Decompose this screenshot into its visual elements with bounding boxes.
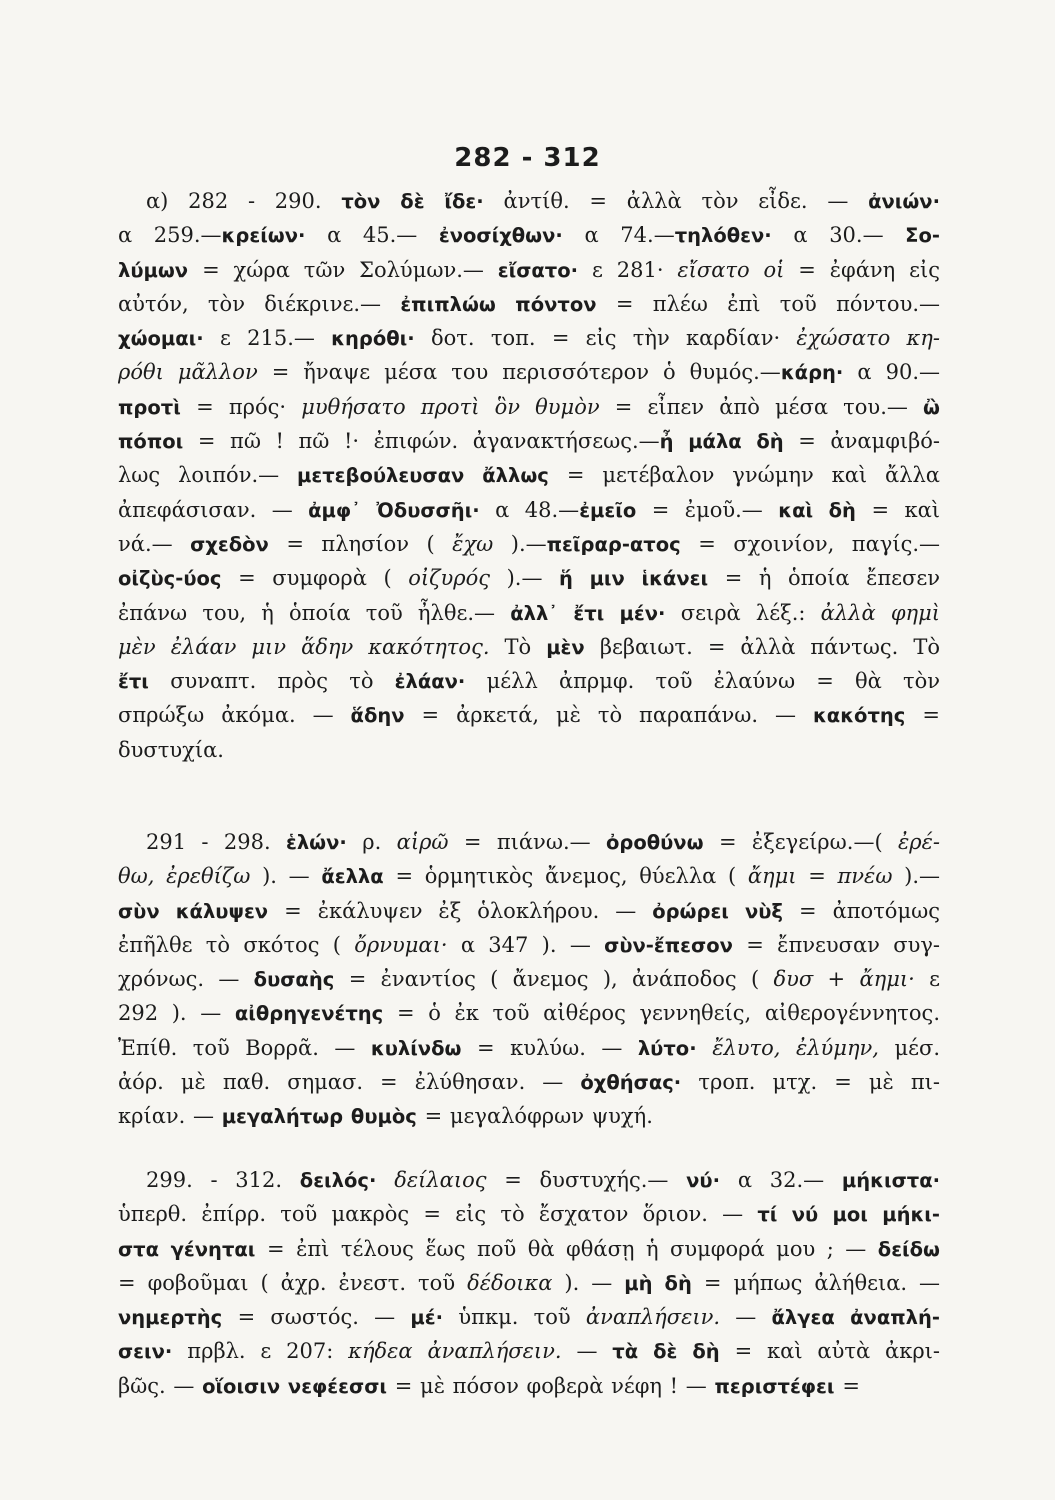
- text-run: = ἐφάνη εἰς: [798, 257, 940, 282]
- lemma-run: ἔτι: [118, 670, 171, 694]
- text-run: α 90.—: [857, 360, 940, 385]
- text-run: = μὲ πόσον φοβερὰ νέφη ! —: [394, 1373, 715, 1398]
- text-line: [118, 1065, 940, 1099]
- text-run: ἐπῆλθε τὸ σκότος (: [118, 932, 355, 957]
- lemma-run: μεγαλήτωρ θυμὸς: [221, 1105, 425, 1129]
- text-run: αὐτόν, τὸν διέκρινε.—: [118, 291, 401, 316]
- text-run: = ἔπνευσαν συγ-: [746, 932, 940, 957]
- text-run: 292 ). —: [118, 1001, 235, 1026]
- text-run: = καὶ αὐτὰ ἀκρι-: [734, 1339, 940, 1364]
- text-run: = ἐμοῦ.—: [651, 497, 779, 522]
- text-line: [118, 321, 940, 355]
- lemma-run: εἴσατο·: [497, 258, 593, 282]
- text-run: Ἐπίθ. τοῦ Βορρᾶ. —: [118, 1035, 371, 1060]
- quote-run: ἀλλὰ φημὶ: [820, 600, 940, 625]
- lemma-run: ὢ: [923, 395, 940, 419]
- paragraph-299-312: [118, 1163, 940, 1403]
- text-line: [118, 1099, 940, 1133]
- lemma-run: λύμων: [118, 258, 203, 282]
- text-line: [118, 355, 940, 389]
- text-run: α 259.—: [118, 223, 222, 248]
- lemma-run: τί νύ μοι μήκι-: [757, 1203, 940, 1227]
- lemma-run: ἐπιπλώω πόντον: [400, 292, 616, 316]
- text-run: =: [922, 703, 940, 728]
- text-run: ρ.: [362, 830, 397, 854]
- text-line: [118, 218, 940, 252]
- text-run: λως λοιπόν.—: [118, 463, 298, 488]
- text-run: α 45.—: [327, 223, 439, 248]
- lemma-run: νύ·: [686, 1169, 738, 1192]
- text-run: = σχοινίον, παγίς.—: [698, 531, 940, 556]
- text-run: 299. - 312.: [146, 1168, 300, 1192]
- text-run: τροπ. μτχ. = μὲ πι-: [698, 1070, 940, 1095]
- text-run: —: [735, 1305, 772, 1330]
- lemma-run: ἀλλ᾽ ἔτι μέν·: [510, 601, 681, 625]
- text-line: [118, 1266, 940, 1300]
- text-run: δοτ. τοπ. = εἰς τὴν καρδίαν·: [431, 326, 797, 351]
- paragraph-282-290: [118, 184, 940, 767]
- text-run: ).—: [506, 566, 560, 591]
- lemma-run: πεῖραρ-ατος: [546, 532, 699, 556]
- text-line: [118, 664, 940, 698]
- text-run: ).—: [510, 531, 547, 556]
- quote-run: ἔλυτο, ἐλύμην,: [712, 1035, 895, 1060]
- text-run: σειρὰ λέξ.:: [680, 600, 821, 625]
- quote-run: ὄρνυμαι·: [354, 932, 461, 957]
- lemma-run: κακότης: [812, 704, 923, 728]
- quote-run: μυθήσατο προτὶ ὃν θυμὸν: [301, 394, 615, 419]
- text-run: ἐπάνω του, ἡ ὁποία τοῦ ἦλθε.—: [118, 600, 511, 625]
- text-run: = χώρα τῶν Σολύμων.—: [202, 257, 498, 282]
- text-line: [118, 493, 940, 527]
- text-run: ).—: [904, 864, 940, 889]
- quote-run: δέδοικα: [467, 1270, 565, 1295]
- quote-run: πνέω: [837, 864, 905, 889]
- lemma-run: ἀμφ᾽ Ὀδυσσῆι·: [308, 498, 496, 522]
- text-line: [118, 596, 940, 630]
- text-run: = ἐναντίος ( ἄνεμος ), ἀνάποδος (: [348, 967, 774, 992]
- quote-run: εἴσατο οἱ: [677, 257, 799, 282]
- text-line: [118, 1300, 940, 1334]
- text-run: = συμφορὰ (: [238, 566, 409, 591]
- quote-run: δείλαιος: [394, 1168, 505, 1192]
- lemma-run: δείδω: [877, 1237, 940, 1261]
- text-run: ἀντίθ. = ἀλλὰ τὸν εἶδε. —: [503, 189, 869, 213]
- text-run: = ἐξεγείρω.—(: [718, 830, 898, 854]
- lemma-run: οἵοισιν νεφέεσσι: [202, 1374, 395, 1398]
- text-line: [118, 859, 940, 893]
- text-run: = εἶπεν ἀπὸ μέσα του.—: [614, 394, 924, 419]
- lemma-run: τηλόθεν·: [674, 224, 794, 248]
- lemma-run: κηρόθι·: [331, 327, 432, 351]
- text-run: =: [808, 864, 838, 889]
- text-run: = ἡ ὁποία ἔπεσεν: [724, 566, 940, 591]
- text-run: 291 - 298.: [146, 830, 286, 854]
- lemma-run: προτὶ: [118, 395, 197, 419]
- lemma-run: ὀροθύνω: [605, 831, 719, 854]
- text-run: = ἐπὶ τέλους ἕως ποῦ θὰ φθάσῃ ἡ συμφορά μου ; —: [267, 1236, 878, 1261]
- text-run: = ἐκάλυψεν ἐξ ὁλοκλήρου. —: [284, 898, 653, 923]
- lemma-run: τὸν δὲ ἴδε·: [341, 190, 504, 213]
- text-line: [118, 698, 940, 732]
- text-run: = δυστυχής.—: [504, 1168, 687, 1192]
- lemma-run: λύτο·: [637, 1036, 713, 1060]
- lemma-run: περιστέφει: [714, 1374, 843, 1398]
- text-run: Τὸ: [504, 634, 547, 659]
- text-run: —: [576, 1339, 613, 1364]
- text-run: = μεγαλόφρων ψυχή.: [424, 1104, 653, 1129]
- text-run: ἀπεφάσισαν. —: [118, 497, 309, 522]
- text-line: [118, 630, 940, 664]
- text-run: ἀόρ. μὲ παθ. σημασ. = ἐλύθησαν. —: [118, 1070, 581, 1095]
- paragraph-291-298: [118, 825, 940, 1134]
- text-run: = ὁρμητικὸς ἄνεμος, θύελλα (: [395, 864, 748, 889]
- text-line: [118, 1369, 940, 1403]
- text-run: = ἀρκετά, μὲ τὸ παραπάνω. —: [421, 703, 813, 728]
- text-line: [118, 424, 940, 458]
- quote-run: ἔχω: [452, 531, 511, 556]
- text-run: βεβαιωτ. = ἀλλὰ πάντως. Τὸ: [599, 634, 940, 659]
- lemma-run: μετεβούλευσαν ἄλλως: [297, 464, 567, 488]
- lemma-run: τὰ δὲ δὴ: [612, 1340, 735, 1364]
- quote-run: ἐχώσατο κη-: [796, 326, 940, 351]
- quote-run: ἄημι: [747, 864, 809, 889]
- text-run: α 30.—: [793, 223, 906, 248]
- text-run: = ἤναψε μέσα του περισσότερον ὁ θυμός.—: [271, 360, 781, 385]
- lemma-run: ὀρώρει νὺξ: [652, 899, 800, 923]
- text-run: ὑπκμ. τοῦ: [458, 1305, 586, 1330]
- text-run: πρβλ. ε 207:: [187, 1339, 349, 1364]
- text-line: [118, 561, 940, 595]
- lemma-run: κάρη·: [780, 361, 858, 385]
- quote-run: οἰζυρός: [408, 566, 507, 591]
- quote-run: ἐρέ-: [898, 830, 940, 854]
- text-run: = πῶ ! πῶ !· ἐπιφών. ἀγανακτήσεως.—: [197, 429, 660, 454]
- text-run: = πιάνω.—: [463, 830, 606, 854]
- lemma-run: δειλός·: [299, 1169, 395, 1192]
- text-line: [118, 253, 940, 287]
- lemma-run: ἄελλα: [321, 865, 396, 889]
- text-run: σπρώξω ἀκόμα. —: [118, 703, 351, 728]
- lemma-run: πόποι: [118, 430, 198, 454]
- lemma-run: ἦ μάλα δὴ: [659, 430, 799, 454]
- text-line: [118, 928, 940, 962]
- text-line: [118, 733, 940, 767]
- text-line: [118, 1163, 940, 1197]
- text-line: [118, 1334, 940, 1368]
- text-line: [118, 390, 940, 424]
- lemma-run: μήκιστα·: [841, 1169, 940, 1192]
- text-line: [118, 894, 940, 928]
- text-run: α 74.—: [584, 223, 675, 248]
- text-line: [118, 527, 940, 561]
- lemma-run: στα γένηται: [118, 1237, 267, 1261]
- text-line: [118, 962, 940, 996]
- lemma-run: ἀνιών·: [868, 190, 940, 213]
- lemma-run: ἥ μιν ἱκάνει: [559, 567, 725, 591]
- quote-run: μὲν ἐλάαν μιν ἅδην κακότητος.: [118, 634, 505, 659]
- text-run: = μήπως ἀλήθεια. —: [703, 1270, 940, 1295]
- lemma-run: σὺν κάλυψεν: [118, 899, 285, 923]
- lemma-run: κυλίνδω: [370, 1036, 478, 1060]
- text-line: [118, 996, 940, 1030]
- lemma-run: ἐμεῖο: [579, 498, 652, 522]
- text-run: ). —: [262, 864, 322, 889]
- lemma-run: ἐλάαν·: [394, 670, 487, 694]
- text-run: = ἀποτόμως: [799, 898, 940, 923]
- quote-run: δυσ + ἄημι·: [773, 967, 930, 992]
- lemma-run: ἄλγεα ἀναπλή-: [771, 1306, 940, 1330]
- text-run: = κυλύω. —: [477, 1035, 638, 1060]
- lemma-run: αἰθρηγενέτης: [234, 1002, 397, 1026]
- text-run: = ἀναμφιβό-: [798, 429, 940, 454]
- lemma-run: δυσαὴς: [253, 968, 349, 992]
- text-run: =: [842, 1373, 860, 1398]
- quote-run: ρόθι μᾶλλον: [118, 360, 272, 385]
- text-run: ὑπερθ. ἐπίρρ. τοῦ μακρὸς = εἰς τὸ ἔσχατον ὅριον. —: [118, 1202, 758, 1227]
- lemma-run: ὀχθήσας·: [580, 1071, 699, 1095]
- text-line: [118, 1232, 940, 1266]
- text-line: [118, 184, 940, 218]
- quote-run: κήδεα ἀναπλήσειν.: [348, 1339, 577, 1364]
- text-run: μέσ.: [894, 1035, 940, 1060]
- lemma-run: Σο-: [905, 224, 940, 248]
- lemma-run: οἰζὺς-ύος: [118, 567, 239, 591]
- text-run: α 48.—: [495, 497, 580, 522]
- text-run: = πρός·: [196, 394, 302, 419]
- page-header-range: 282 - 312: [454, 143, 601, 173]
- text-run: χρόνως. —: [118, 967, 254, 992]
- text-line: [118, 458, 940, 492]
- text-run: ε: [929, 967, 940, 992]
- text-run: ). —: [564, 1270, 625, 1295]
- lemma-run: μὴ δὴ: [624, 1271, 704, 1295]
- text-run: = ὁ ἐκ τοῦ αἰθέρος γεννηθείς, αἰθερογέννητος.: [396, 1001, 940, 1026]
- text-run: ε 281·: [592, 257, 678, 282]
- text-run: = καὶ: [871, 497, 940, 522]
- text-run: α 347 ). —: [460, 932, 605, 957]
- lemma-run: μὲν: [546, 635, 600, 659]
- text-run: α) 282 - 290.: [146, 189, 342, 213]
- text-line: [118, 1031, 940, 1065]
- lemma-run: σειν·: [118, 1340, 188, 1364]
- text-run: μέλλ ἀπρμφ. τοῦ ἐλαύνω = θὰ τὸν: [486, 669, 940, 694]
- text-line: [118, 1197, 940, 1231]
- text-run: βῶς. —: [118, 1373, 203, 1398]
- quote-run: αἱρῶ: [396, 830, 464, 854]
- lemma-run: μέ·: [410, 1306, 459, 1330]
- lemma-run: ἐνοσίχθων·: [438, 224, 585, 248]
- lemma-run: σχεδὸν: [190, 532, 287, 556]
- lemma-run: σὺν-ἔπεσον: [604, 933, 747, 957]
- lemma-run: κρείων·: [221, 224, 328, 248]
- text-run: = σωστός. —: [237, 1305, 411, 1330]
- quote-run: θω, ἐρεθίζω: [118, 864, 263, 889]
- lemma-run: ἅδην: [350, 704, 422, 728]
- text-run: = πλησίον (: [286, 531, 453, 556]
- text-run: δυστυχία.: [118, 737, 224, 762]
- text-run: α 32.—: [737, 1168, 842, 1192]
- text-run: = φοβοῦμαι ( ἀχρ. ἐνεστ. τοῦ: [118, 1270, 468, 1295]
- text-run: κρίαν. —: [118, 1104, 222, 1129]
- text-run: = πλέω ἐπὶ τοῦ πόντου.—: [615, 291, 940, 316]
- text-run: = μετέβαλον γνώμην καὶ ἄλλα: [566, 463, 940, 488]
- text-line: [118, 825, 940, 859]
- text-run: συναπτ. πρὸς τὸ: [170, 669, 395, 694]
- lemma-run: ἑλών·: [285, 831, 363, 854]
- lemma-run: νημερτὴς: [118, 1306, 238, 1330]
- text-run: ε 215.—: [220, 326, 332, 351]
- lemma-run: χώομαι·: [118, 327, 221, 351]
- text-line: [118, 287, 940, 321]
- text-run: νά.—: [118, 531, 191, 556]
- quote-run: ἀναπλήσειν.: [585, 1305, 736, 1330]
- lemma-run: καὶ δὴ: [778, 498, 872, 522]
